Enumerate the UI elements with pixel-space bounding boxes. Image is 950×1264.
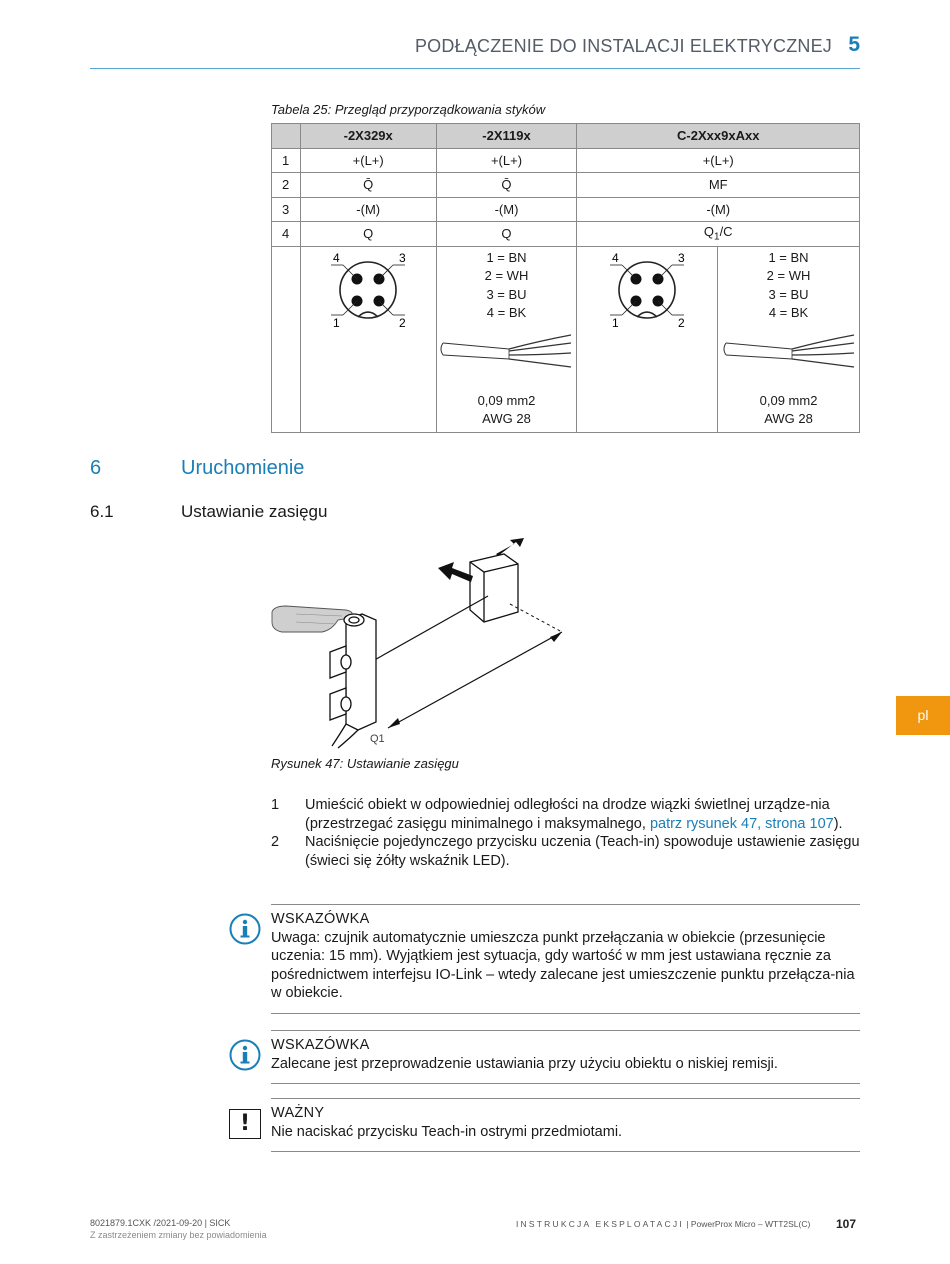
pin-assignment-table <box>271 123 860 433</box>
hand-icon <box>272 606 352 632</box>
wire-spec <box>437 392 577 428</box>
step-number: 1 <box>271 797 280 813</box>
wire-color: 2 = WH <box>766 268 811 283</box>
insert-arrow-icon <box>496 538 524 556</box>
wire-section: 0,09 mm2 <box>759 392 818 408</box>
table-header-cell: -2X119x <box>436 124 577 149</box>
exclamation-icon: ! <box>229 1109 261 1139</box>
table-cell: MF <box>577 173 860 198</box>
table-cell: -(M) <box>436 197 577 222</box>
cable-diagram-cell <box>436 246 577 432</box>
m8-connector-icon <box>313 247 423 327</box>
important-box <box>239 1098 860 1152</box>
table-header-cell: C-2Xxx9xAxx <box>577 124 860 149</box>
step-text-part: ). <box>833 815 843 832</box>
table-row <box>272 222 860 247</box>
note-text: Nie naciskać przycisku Teach-in ostrymi przedmiotami. <box>271 1123 623 1140</box>
table-cell: Q <box>436 222 577 247</box>
connector-diagram-cell <box>577 246 718 432</box>
table-cell <box>272 246 301 432</box>
table-cell: -(M) <box>577 197 860 222</box>
table-header-cell: -2X329x <box>300 124 436 149</box>
figure-caption: Rysunek 47: Ustawianie zasięgu <box>271 756 459 771</box>
disclaimer: Z zastrzeżeniem zmiany bez powiadomienia <box>90 1230 267 1240</box>
wire-color: 4 = BK <box>768 305 809 320</box>
note-box <box>271 1030 860 1084</box>
subsection-title: Ustawianie zasięgu <box>181 502 328 521</box>
note-title: WSKAZÓWKA <box>271 911 370 927</box>
note-text: Zalecane jest przeprowadzenie ustawiania przy użyciu obiektu o niskiej remisji. <box>271 1055 778 1072</box>
pin-label: 1 <box>333 315 340 327</box>
move-arrow-icon <box>438 562 473 582</box>
wire-color-list <box>437 247 577 323</box>
header-divider <box>90 68 860 69</box>
table-row <box>272 148 860 173</box>
table-cell: 4 <box>272 222 301 247</box>
q1-label: Q1 <box>370 733 385 745</box>
table-cell: +(L+) <box>436 148 577 173</box>
table-header-row <box>272 124 860 149</box>
wire-awg: AWG 28 <box>764 410 813 426</box>
table-cell: +(L+) <box>577 148 860 173</box>
page-number: 107 <box>836 1217 857 1231</box>
info-icon <box>229 913 261 945</box>
table-cell: 3 <box>272 197 301 222</box>
pin-label: 4 <box>612 250 619 265</box>
table-row <box>272 173 860 198</box>
pin-label: 4 <box>333 250 340 265</box>
chapter-number: 5 <box>848 33 860 56</box>
pin-label: 3 <box>399 250 406 265</box>
pin-label: 1 <box>612 315 619 327</box>
wire-color: 1 = BN <box>486 249 527 265</box>
step-text <box>305 796 861 833</box>
wire-color: 2 = WH <box>484 268 529 283</box>
step-number: 2 <box>271 834 280 850</box>
list-item <box>271 796 861 833</box>
chapter-title: PODŁĄCZENIE DO INSTALACJI ELEKTRYCZNEJ <box>414 36 832 56</box>
table-caption: Tabela 25: Przegląd przyporządkowania styków <box>271 102 546 117</box>
table-cell: $Q_1/C$ <box>577 222 860 247</box>
step-text: Naciśnięcie pojedynczego przycisku uczenia (Teach-in) spowoduje ustawienie zasięgu (świeci się żółty wskaźnik LED). <box>305 834 860 869</box>
table-cell: -(M) <box>300 197 436 222</box>
wire-awg: AWG 28 <box>482 410 531 426</box>
section-number: 6 <box>90 457 102 479</box>
subsection-number: 6.1 <box>90 502 114 521</box>
table-cell: Q̄ <box>436 173 577 198</box>
wire-color: 3 = BU <box>486 286 527 302</box>
m8-connector-icon <box>592 247 702 327</box>
pin-label: 3 <box>678 250 685 265</box>
cable-icon <box>439 329 573 371</box>
note-title: WSKAZÓWKA <box>271 1037 370 1053</box>
note-title: WAŻNY <box>271 1105 325 1121</box>
table-cell: +(L+) <box>300 148 436 173</box>
table-header-cell <box>272 124 301 149</box>
table-cell: Q̄ <box>300 173 436 198</box>
table-cell: 1 <box>272 148 301 173</box>
note-text: Uwaga: czujnik automatycznie umieszcza punkt przełączania w obiekcie (przesunięcie uczenia: 15 mm). Wyjątkiem jest sytuacja, gdy wartość w mm jest ustawiana ręcznie za pośrednictwem interfejsu IO-Link – wtedy zalecane jest umieszczenie punktu przełącza-nia w obiekcie. <box>271 929 855 1001</box>
info-icon <box>229 1039 261 1071</box>
wire-color: 3 = BU <box>768 286 809 302</box>
doc-type: INSTRUKCJA EKSPLOATACJI <box>516 1219 684 1229</box>
sensor-icon <box>330 614 376 748</box>
connector-diagram-cell <box>300 246 436 432</box>
note-box <box>271 904 860 1014</box>
teach-in-illustration <box>266 534 576 749</box>
cable-diagram-cell <box>718 246 860 432</box>
table-row <box>272 197 860 222</box>
step-text-part: Umieścić obiekt w odpowiedniej odległości na drodze wiązki świetlnej urządze-nia (przestrzegać zasięgu minimalnego i maksymalnego, <box>305 797 830 832</box>
instruction-steps <box>271 796 861 870</box>
language-tab[interactable]: pl <box>896 696 950 735</box>
wire-section: 0,09 mm2 <box>477 392 536 408</box>
section-title: Uruchomienie <box>181 457 305 479</box>
list-item <box>271 833 861 870</box>
table-diagram-row <box>272 246 860 432</box>
wire-spec <box>718 392 859 428</box>
wire-color: 4 = BK <box>486 305 527 320</box>
pin-label: 2 <box>399 315 406 327</box>
footer-product <box>516 1219 810 1229</box>
target-object-icon <box>470 554 518 622</box>
product-name: | PowerProx Micro – WTT2SL(C) <box>683 1219 811 1229</box>
table-cell: Q <box>300 222 436 247</box>
cable-icon <box>722 329 856 371</box>
wire-color-list <box>718 247 859 323</box>
wire-color: 1 = BN <box>768 249 809 265</box>
pin-label: 2 <box>678 315 685 327</box>
document-id: 8021879.1CXK /2021-09-20 | SICK <box>90 1218 231 1228</box>
table-cell: 2 <box>272 173 301 198</box>
cross-reference-link[interactable]: patrz rysunek 47, strona 107 <box>649 815 834 832</box>
